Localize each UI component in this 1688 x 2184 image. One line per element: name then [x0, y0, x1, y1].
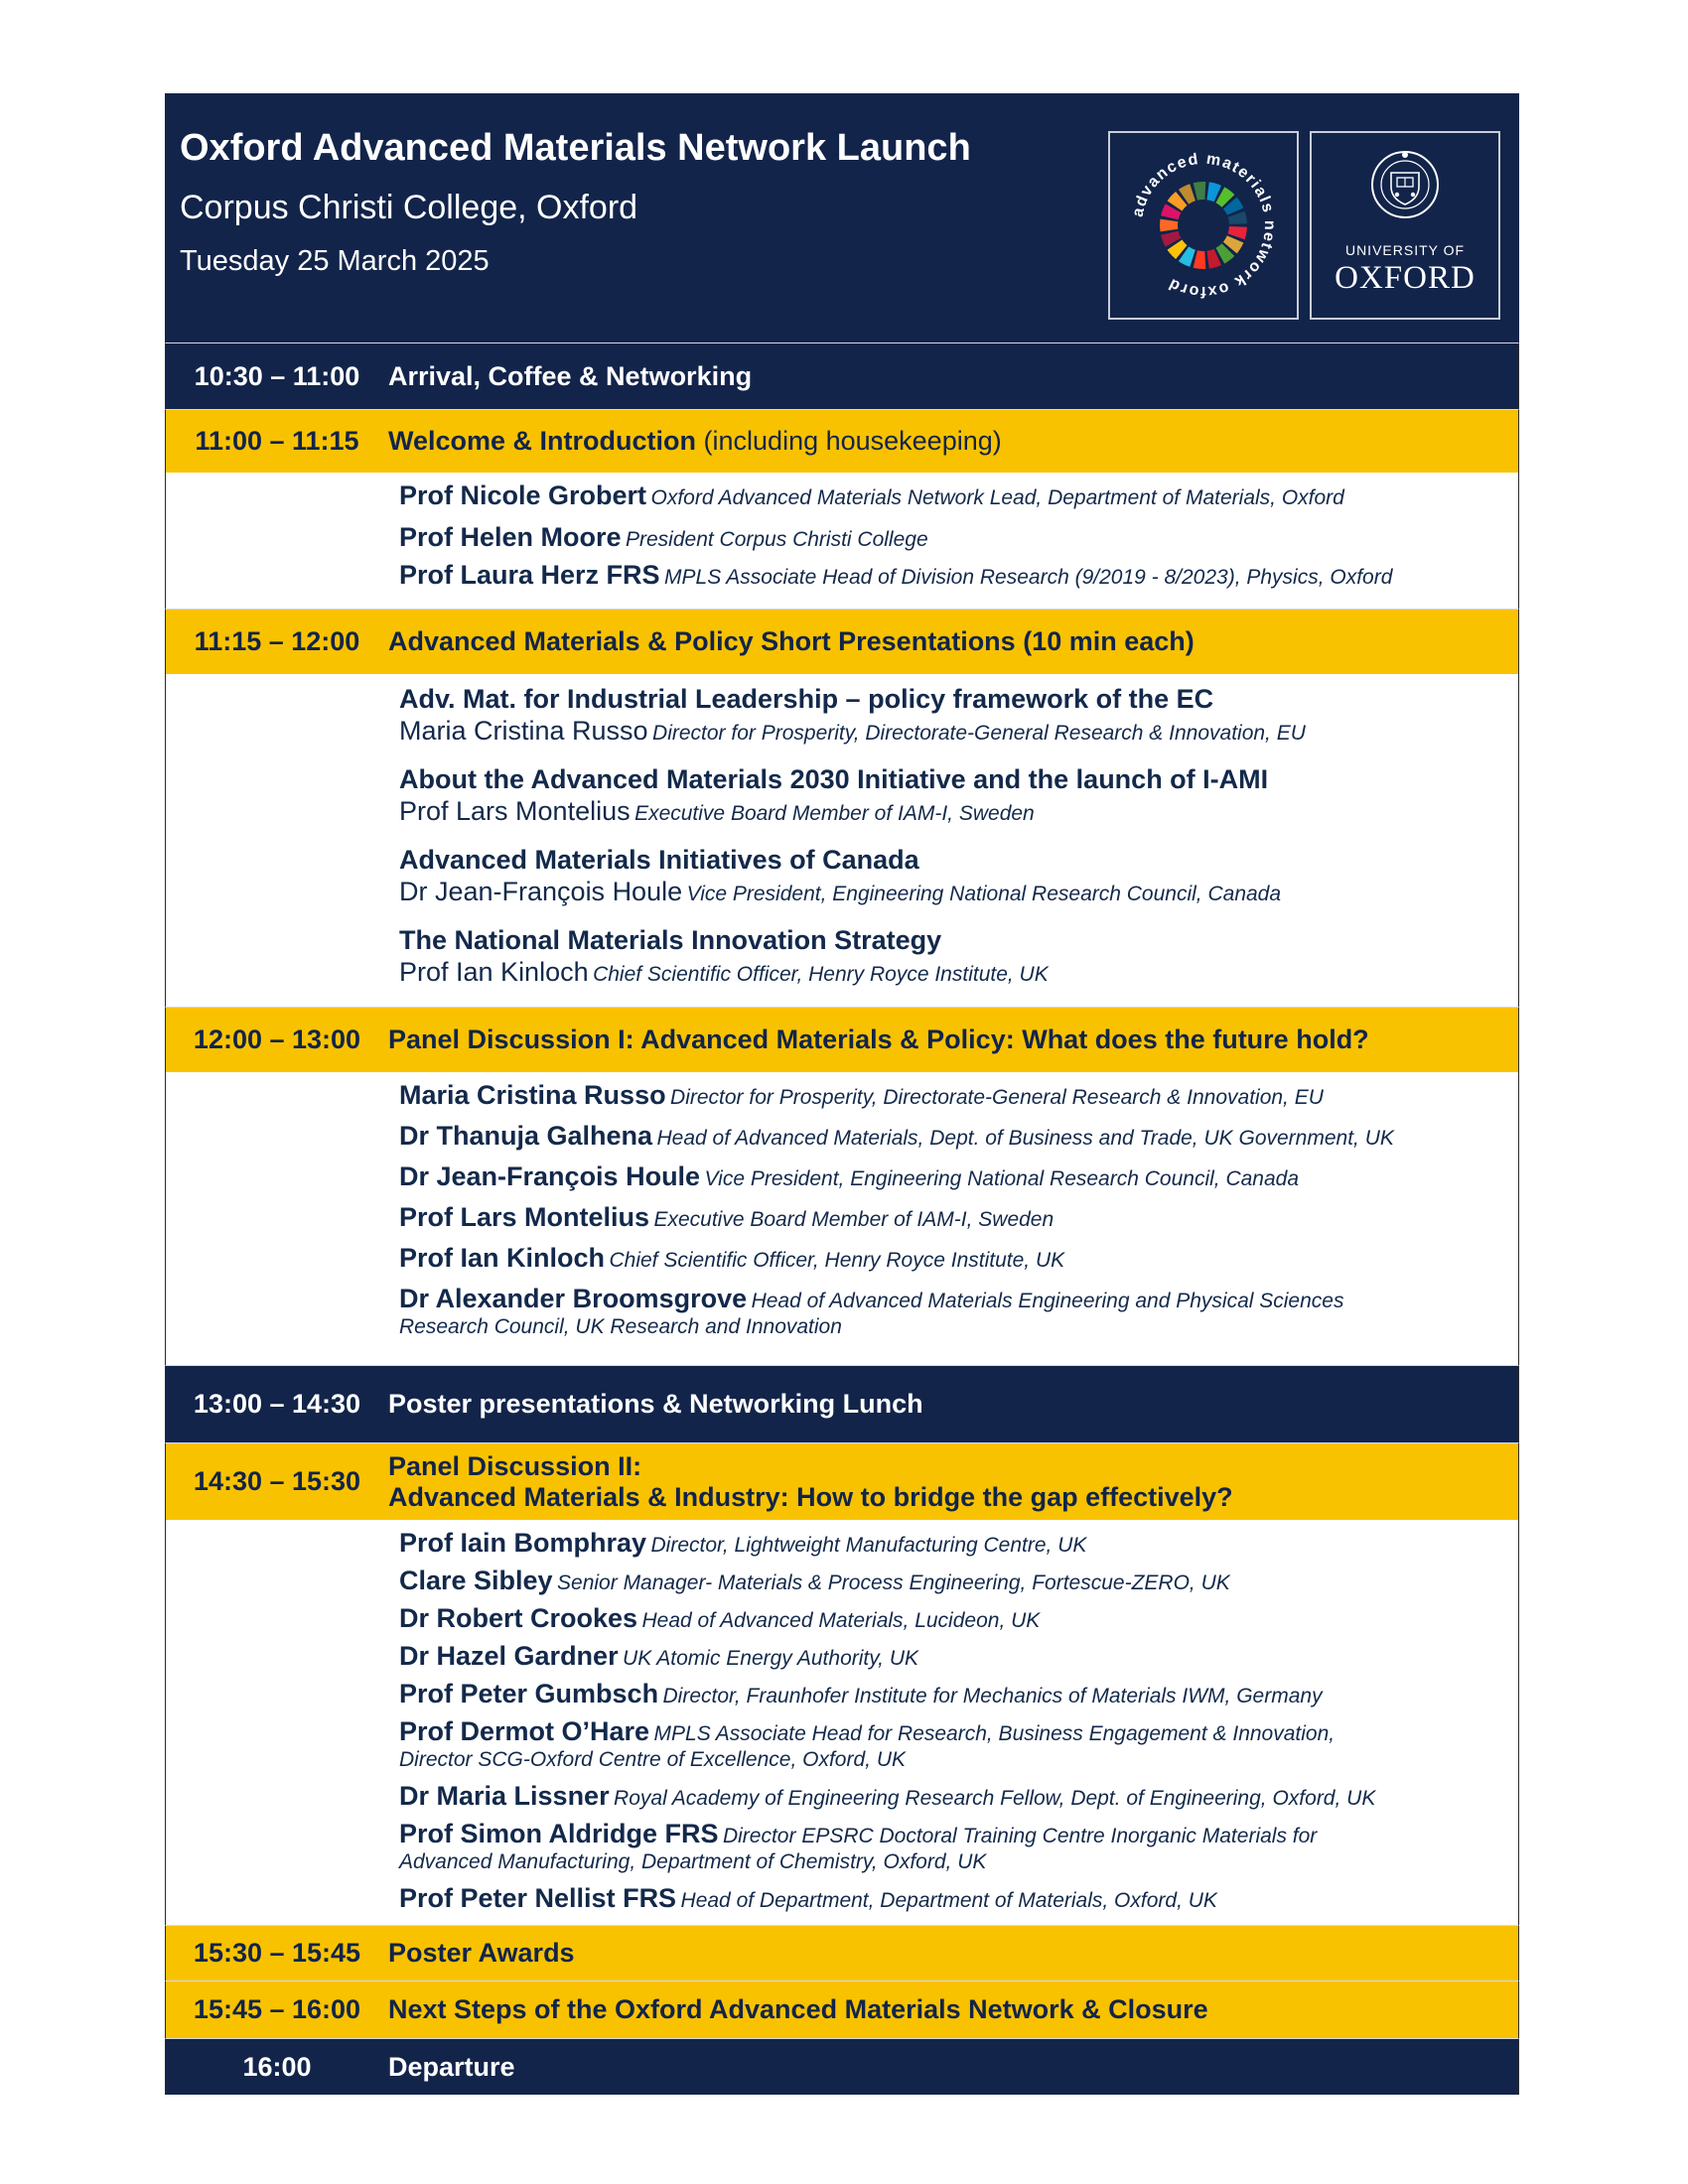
session-poster-awards [165, 1925, 1519, 1980]
session-title-main: Welcome & Introduction [388, 426, 697, 456]
session-title-note: (including housekeeping) [703, 426, 1002, 456]
wheel-segment [1194, 250, 1206, 269]
speaker-item: Prof Peter Gumbsch Director, Fraunhofer Institute for Mechanics of Materials IWM, Germany [399, 1679, 1323, 1708]
session-title: Advanced Materials & Policy Short Presentations (10 min each) [388, 626, 1195, 656]
speaker-item: Dr Thanuja Galhena Head of Advanced Materials, Dept. of Business and Trade, UK Government, UK [399, 1121, 1394, 1151]
wheel-segment [1160, 219, 1178, 232]
session-next-steps [165, 1980, 1519, 2038]
talk-speaker: Dr Jean-François Houle [399, 877, 683, 906]
session-time: 14:30 – 15:30 [193, 1466, 361, 1496]
session-lunch [165, 1365, 1519, 1442]
speaker-item: Prof Lars Montelius Executive Board Member of IAM-I, Sweden [399, 1202, 1055, 1232]
talk-title: Advanced Materials Initiatives of Canada [399, 845, 919, 875]
agenda-header [165, 93, 1519, 342]
speaker-item: Prof Dermot O’Hare MPLS Associate Head for Research, Business Engagement & Innovation, Director SCG-Oxford Centre of Excellence, Oxford, UK [399, 1716, 1336, 1771]
speaker-item: Dr Alexander Broomsgrove Head of Advanced Materials Engineering and Physical Sciences Research Council, UK Research and Innovation [399, 1284, 1344, 1338]
session-presentations [165, 609, 1519, 674]
talk-speaker: Prof Ian Kinloch [399, 957, 589, 987]
presentation-item: Adv. Mat. for Industrial Leadership – policy framework of the EC Maria Cristina Russo Director for Prosperity, Directorate-General Research & Innovation, EU [399, 682, 1518, 750]
speaker-item: Dr Hazel Gardner UK Atomic Energy Authority, UK [399, 1641, 919, 1671]
oxford-logo-line2: OXFORD [1335, 260, 1476, 296]
session-departure [165, 2038, 1519, 2095]
speaker-item: Prof Nicole Grobert Oxford Advanced Materials Network Lead, Department of Materials, Oxford [399, 480, 1344, 510]
sdg-color-wheel-logo [1110, 133, 1297, 318]
presentation-item: Advanced Materials Initiatives of Canada Dr Jean-François Houle Vice President, Engineering National Research Council, Canada [399, 843, 1518, 910]
session-title: Panel Discussion I: Advanced Materials & Policy: What does the future hold? [388, 1024, 1369, 1054]
talk-speaker: Maria Cristina Russo [399, 716, 648, 746]
event-venue: Corpus Christi College, Oxford [180, 189, 638, 226]
session-title: Poster presentations & Networking Lunch [388, 1389, 923, 1419]
welcome-speakers [165, 473, 1519, 609]
session-title [388, 1451, 1233, 1513]
speaker-item: Dr Robert Crookes Head of Advanced Materials, Lucideon, UK [399, 1603, 1041, 1633]
session-title-line1: Panel Discussion II: [388, 1450, 642, 1481]
session-title: Next Steps of the Oxford Advanced Materials Network & Closure [388, 1994, 1208, 2024]
event-title: Oxford Advanced Materials Network Launch [180, 127, 971, 169]
session-welcome [165, 409, 1519, 473]
session-panel-1 [165, 1007, 1519, 1072]
session-title: Arrival, Coffee & Networking [388, 360, 753, 391]
session-time: 10:30 – 11:00 [194, 360, 360, 391]
session-time: 11:00 – 11:15 [195, 426, 359, 456]
session-title: Poster Awards [388, 1938, 575, 1968]
speaker-item: Dr Maria Lissner Royal Academy of Engineering Research Fellow, Dept. of Engineering, Oxford, UK [399, 1781, 1376, 1811]
speaker-item: Prof Laura Herz FRS MPLS Associate Head of Division Research (9/2019 - 8/2023), Physics, Oxford [399, 560, 1393, 590]
panel-1-speakers [165, 1072, 1519, 1365]
speaker-item: Prof Iain Bomphray Director, Lightweight Manufacturing Centre, UK [399, 1528, 1087, 1558]
session-time: 13:00 – 14:30 [193, 1389, 361, 1419]
talk-title: The National Materials Innovation Strategy [399, 925, 942, 955]
session-panel-2 [165, 1442, 1519, 1520]
speaker-item: Prof Ian Kinloch Chief Scientific Officer, Henry Royce Institute, UK [399, 1243, 1065, 1273]
speaker-item: Prof Helen Moore President Corpus Christi College [399, 522, 928, 552]
session-time: 12:00 – 13:00 [193, 1024, 361, 1054]
presentation-list [165, 674, 1519, 1007]
speaker-item: Prof Simon Aldridge FRS Director EPSRC Doctoral Training Centre Inorganic Materials for Advanced Manufacturing, Department of Chemistry, Oxford, UK [399, 1819, 1318, 1873]
oxford-logo-line1: UNIVERSITY OF [1344, 242, 1466, 258]
session-time: 15:45 – 16:00 [193, 1994, 361, 2024]
session-time: 11:15 – 12:00 [194, 626, 360, 656]
session-title: Departure [388, 2051, 515, 2082]
speaker-item: Prof Peter Nellist FRS Head of Department, Department of Materials, Oxford, UK [399, 1883, 1217, 1913]
session-time: 16:00 [242, 2051, 312, 2082]
presentation-item: The National Materials Innovation Strategy Prof Ian Kinloch Chief Scientific Officer, Henry Royce Institute, UK [399, 923, 1518, 991]
session-title-line2: Advanced Materials & Industry: How to bridge the gap effectively? [388, 1481, 1233, 1512]
speaker-item: Dr Jean-François Houle Vice President, Engineering National Research Council, Canada [399, 1161, 1300, 1191]
speaker-item: Maria Cristina Russo Director for Prosperity, Directorate-General Research & Innovation, EU [399, 1080, 1324, 1110]
agenda-page [165, 93, 1519, 2095]
svg-text:advanced materials network oxf: advanced materials network oxford [1129, 150, 1279, 301]
talk-speaker: Prof Lars Montelius [399, 796, 631, 826]
session-time: 15:30 – 15:45 [193, 1938, 361, 1968]
session-arrival [165, 342, 1519, 409]
panel-2-speakers [165, 1520, 1519, 1925]
amn-logo [1108, 131, 1299, 320]
event-date: Tuesday 25 March 2025 [180, 245, 490, 277]
presentation-item: About the Advanced Materials 2030 Initiative and the launch of I-AMI Prof Lars Montelius Executive Board Member of IAM-I, Sweden [399, 762, 1518, 830]
talk-title: Adv. Mat. for Industrial Leadership – policy framework of the EC [399, 684, 1214, 714]
oxford-logo [1310, 131, 1500, 320]
talk-title: About the Advanced Materials 2030 Initiative and the launch of I-AMI [399, 764, 1269, 794]
wheel-segment [1194, 182, 1206, 201]
session-title [388, 426, 1002, 457]
speaker-item: Clare Sibley Senior Manager- Materials & Process Engineering, Fortescue-ZERO, UK [399, 1566, 1230, 1595]
